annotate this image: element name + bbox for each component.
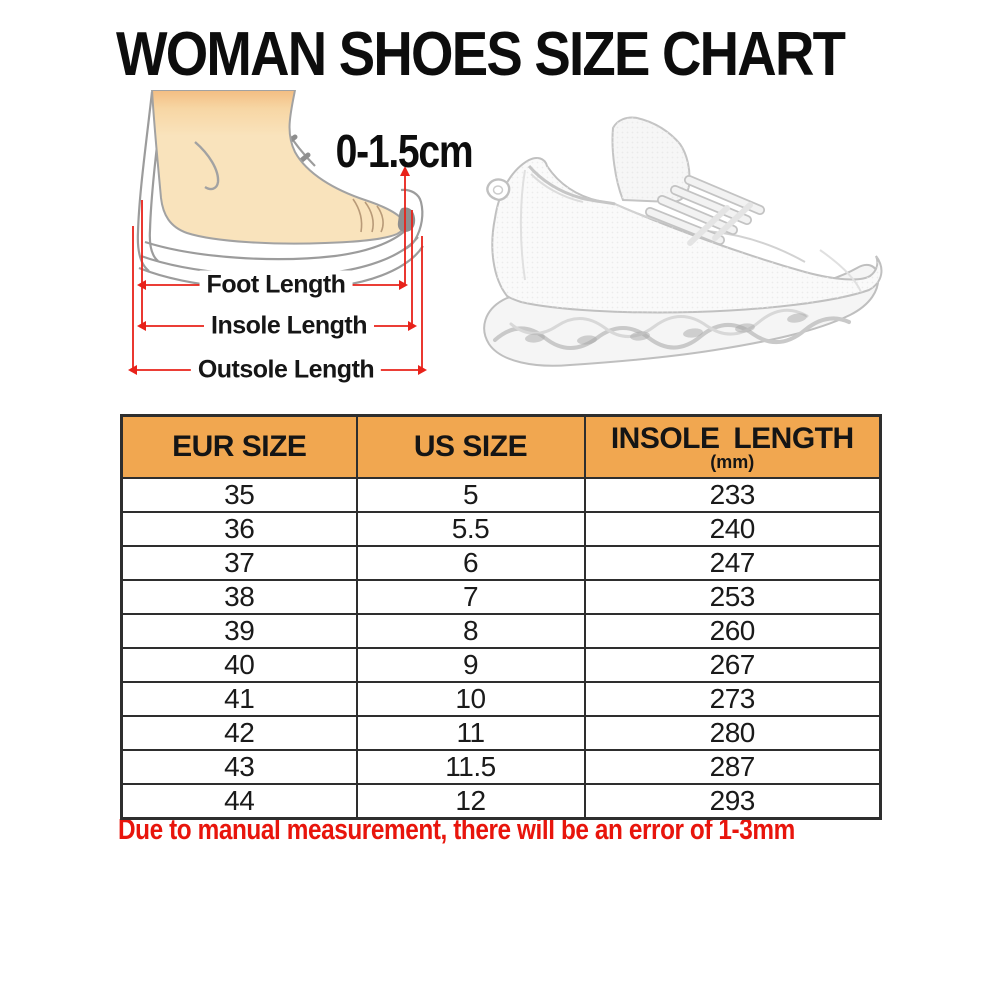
cell-eur: 35 bbox=[122, 478, 357, 512]
table-header bbox=[122, 416, 881, 479]
cell-us: 10 bbox=[357, 682, 585, 716]
table-row bbox=[122, 614, 881, 648]
cell-insole: 273 bbox=[585, 682, 881, 716]
cell-us: 7 bbox=[357, 580, 585, 614]
cell-insole: 253 bbox=[585, 580, 881, 614]
cell-insole: 247 bbox=[585, 546, 881, 580]
cell-us: 11 bbox=[357, 716, 585, 750]
header-insole-main: INSOLE LENGTH bbox=[610, 422, 854, 456]
table-row bbox=[122, 580, 881, 614]
cell-eur: 44 bbox=[122, 784, 357, 819]
cell-eur: 39 bbox=[122, 614, 357, 648]
cell-us: 9 bbox=[357, 648, 585, 682]
table-row bbox=[122, 716, 881, 750]
cell-us: 6 bbox=[357, 546, 585, 580]
cell-insole: 293 bbox=[585, 784, 881, 819]
table-row bbox=[122, 750, 881, 784]
header-eur-size: EUR SIZE bbox=[122, 416, 357, 479]
cell-eur: 41 bbox=[122, 682, 357, 716]
header-us-size: US SIZE bbox=[357, 416, 585, 479]
cell-us: 12 bbox=[357, 784, 585, 819]
header-insole-length bbox=[585, 416, 881, 479]
foot-length-label: Foot Length bbox=[200, 271, 353, 300]
table-row bbox=[122, 648, 881, 682]
sneaker-product-image bbox=[465, 100, 895, 380]
header-insole-unit: (mm) bbox=[710, 452, 755, 473]
page-title: WOMAN SHOES SIZE CHART bbox=[116, 20, 845, 89]
cell-insole: 267 bbox=[585, 648, 881, 682]
table-row bbox=[122, 512, 881, 546]
cell-us: 5.5 bbox=[357, 512, 585, 546]
size-chart-table bbox=[120, 414, 882, 820]
cell-us: 8 bbox=[357, 614, 585, 648]
measurement-note: Due to manual measurement, there will be an error of 1-3mm bbox=[118, 814, 795, 846]
cell-eur: 38 bbox=[122, 580, 357, 614]
cell-us: 11.5 bbox=[357, 750, 585, 784]
cell-insole: 260 bbox=[585, 614, 881, 648]
cell-eur: 36 bbox=[122, 512, 357, 546]
toe-gap-label: 0-1.5cm bbox=[335, 125, 473, 177]
heel-tab bbox=[487, 180, 509, 200]
outsole-length-label: Outsole Length bbox=[191, 356, 381, 385]
table-row bbox=[122, 478, 881, 512]
cell-us: 5 bbox=[357, 478, 585, 512]
cell-insole: 280 bbox=[585, 716, 881, 750]
table-row bbox=[122, 682, 881, 716]
cell-insole: 287 bbox=[585, 750, 881, 784]
table-row bbox=[122, 784, 881, 819]
cell-insole: 233 bbox=[585, 478, 881, 512]
cell-eur: 42 bbox=[122, 716, 357, 750]
cell-eur: 40 bbox=[122, 648, 357, 682]
insole-length-label: Insole Length bbox=[204, 312, 374, 341]
size-table-body bbox=[122, 478, 881, 819]
table-row bbox=[122, 546, 881, 580]
cell-eur: 37 bbox=[122, 546, 357, 580]
cell-insole: 240 bbox=[585, 512, 881, 546]
cell-eur: 43 bbox=[122, 750, 357, 784]
